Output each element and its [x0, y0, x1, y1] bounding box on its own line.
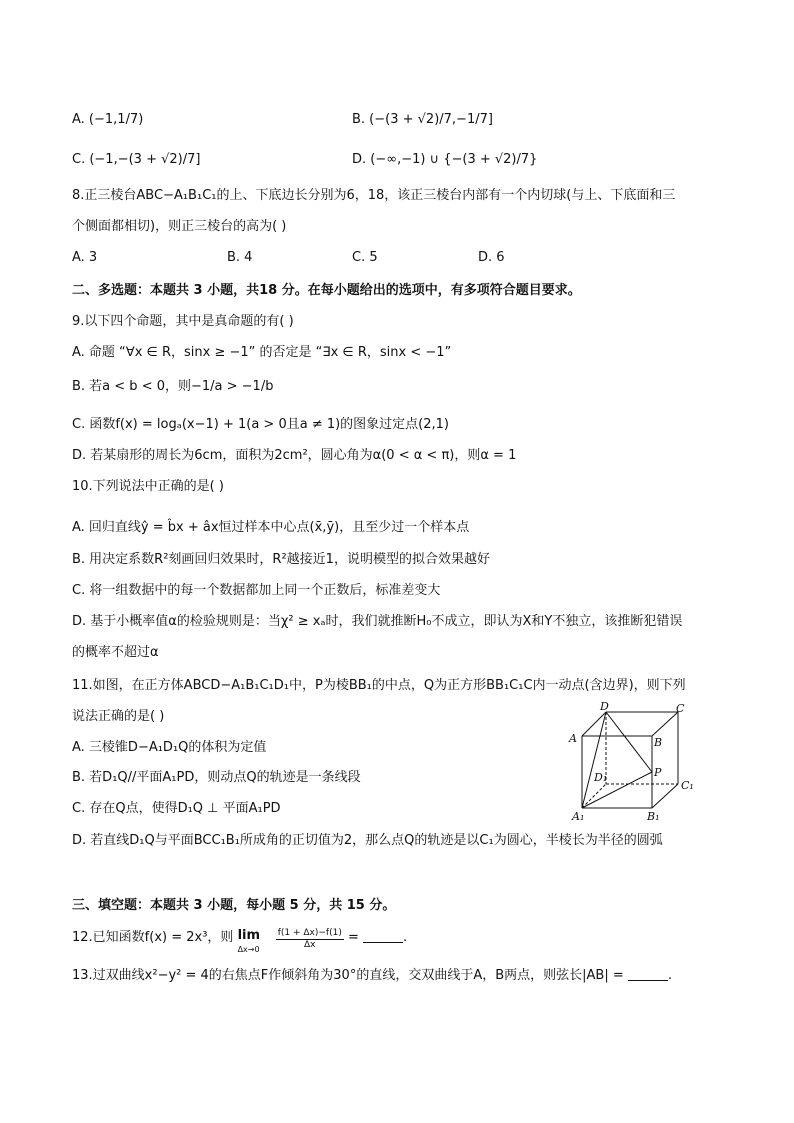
q8-option-c[interactable]: C. 5 — [352, 250, 378, 265]
q13-line — [72, 968, 672, 984]
q12-frac-den: Δx — [304, 940, 316, 950]
cube-figure — [562, 700, 702, 825]
q7-option-a[interactable]: A. (−1,1/7) — [72, 112, 144, 127]
q12-prefix: 12.已知函数f(x) = 2x³，则 — [72, 930, 234, 945]
label-c: C — [676, 702, 685, 715]
q12-limit — [237, 928, 272, 954]
section-3-heading: 三、填空题：本题共 3 小题，每小题 5 分，共 15 分。 — [72, 898, 396, 913]
q12-lim-sub: Δx→0 — [237, 945, 260, 954]
label-d: D — [600, 700, 609, 713]
q12-frac-num: f(1 + Δx)−f(1) — [277, 928, 342, 938]
q7-option-b[interactable]: B. (−(3 + √2)/7,−1/7] — [352, 112, 493, 127]
q11-stem-line1: 11.如图，在正方体ABCD−A₁B₁C₁D₁中，P为棱BB₁的中点，Q为正方形BB₁C₁C内一动点(含边界)，则下列 — [72, 678, 686, 693]
q10-option-b[interactable]: B. 用决定系数R²刻画回归效果时，R²越接近1，说明模型的拟合效果越好 — [72, 552, 490, 567]
q7-option-c[interactable]: C. (−1,−(3 + √2)/7] — [72, 152, 201, 167]
q11-option-d[interactable]: D. 若直线D₁Q与平面BCC₁B₁所成角的正切值为2，那么点Q的轨迹是以C₁为圆心，半棱长为半径的圆弧 — [72, 833, 663, 848]
q11-option-a[interactable]: A. 三棱锥D−A₁D₁Q的体积为定值 — [72, 740, 267, 755]
q12-fraction — [276, 928, 344, 951]
label-a1: A₁ — [572, 810, 585, 823]
segment-a1p — [582, 772, 652, 808]
edge-a1d1 — [582, 784, 606, 808]
q10-option-c[interactable]: C. 将一组数据中的每一个数据都加上同一个正数后，标准差变大 — [72, 583, 441, 598]
q12-line — [72, 928, 407, 954]
q12-equals: = — [347, 930, 359, 945]
q11-stem-line2: 说法正确的是( ) — [72, 709, 165, 724]
q10-stem: 10.下列说法中正确的是( ) — [72, 479, 224, 494]
q7-option-d[interactable]: D. (−∞,−1) ∪ {−(3 + √2)/7} — [352, 152, 538, 167]
q9-option-d[interactable]: D. 若某扇形的周长为6cm，面积为2cm²，圆心角为α(0 < α < π)，则α = 1 — [72, 448, 517, 463]
q11-option-c[interactable]: C. 存在Q点，使得D₁Q ⊥ 平面A₁PD — [72, 801, 281, 816]
label-b1: B₁ — [647, 810, 660, 823]
q12-lim-text: lim — [237, 928, 261, 943]
label-d1: D₁ — [594, 771, 608, 784]
q12-answer-blank[interactable] — [363, 930, 403, 943]
edge-bc — [652, 712, 678, 736]
q13-end: . — [667, 968, 673, 983]
q8-option-d[interactable]: D. 6 — [478, 250, 505, 265]
q10-option-d-line2: 的概率不超过α — [72, 645, 159, 660]
q8-option-b[interactable]: B. 4 — [227, 250, 253, 265]
q13-text: 13.过双曲线x²−y² = 4的右焦点F作倾斜角为30°的直线，交双曲线于A，B两点，则弦长|AB| = — [72, 968, 624, 983]
segment-da1 — [582, 712, 606, 808]
q11-option-b[interactable]: B. 若D₁Q//平面A₁PD，则动点Q的轨迹是一条线段 — [72, 770, 361, 785]
edge-ad — [582, 712, 606, 736]
section-2-heading: 二、多选题：本题共 3 小题，共18 分。在每小题给出的选项中，有多项符合题目要求。 — [72, 283, 581, 298]
q12-end: . — [403, 930, 408, 945]
label-a: A — [569, 732, 577, 745]
segment-dp — [606, 712, 652, 772]
q13-answer-blank[interactable] — [628, 968, 668, 981]
q9-option-b[interactable]: B. 若a < b < 0，则−1/a > −1/b — [72, 379, 274, 394]
q10-option-a[interactable]: A. 回归直线ŷ = b̂x + âx恒过样本中心点(x̄,ȳ)，且至少过一个样本点 — [72, 520, 470, 535]
q8-option-a[interactable]: A. 3 — [72, 250, 98, 265]
q9-option-a[interactable]: A. 命题 “∀x ∈ R，sinx ≥ −1” 的否定是 “∃x ∈ R，sinx < −1” — [72, 345, 452, 360]
q8-stem-line1: 8.正三棱台ABC−A₁B₁C₁的上、下底边长分别为6，18，该正三棱台内部有一个内切球(与上、下底面和三 — [72, 188, 676, 203]
label-p: P — [654, 766, 662, 779]
label-b: B — [654, 736, 663, 749]
q9-option-c[interactable]: C. 函数f(x) = logₐ(x−1) + 1(a > 0且a ≠ 1)的图象过定点(2,1) — [72, 417, 450, 432]
q10-option-d-line1[interactable]: D. 基于小概率值α的检验规则是：当χ² ≥ xₐ时，我们就推断H₀不成立，即认为X和Y不独立，该推断犯错误 — [72, 614, 683, 629]
edge-b1c1 — [652, 784, 678, 808]
q8-stem-line2: 个侧面都相切)，则正三棱台的高为( ) — [72, 219, 287, 234]
label-c1: C₁ — [681, 779, 694, 792]
q9-stem: 9.以下四个命题，其中是真命题的有( ) — [72, 314, 294, 329]
